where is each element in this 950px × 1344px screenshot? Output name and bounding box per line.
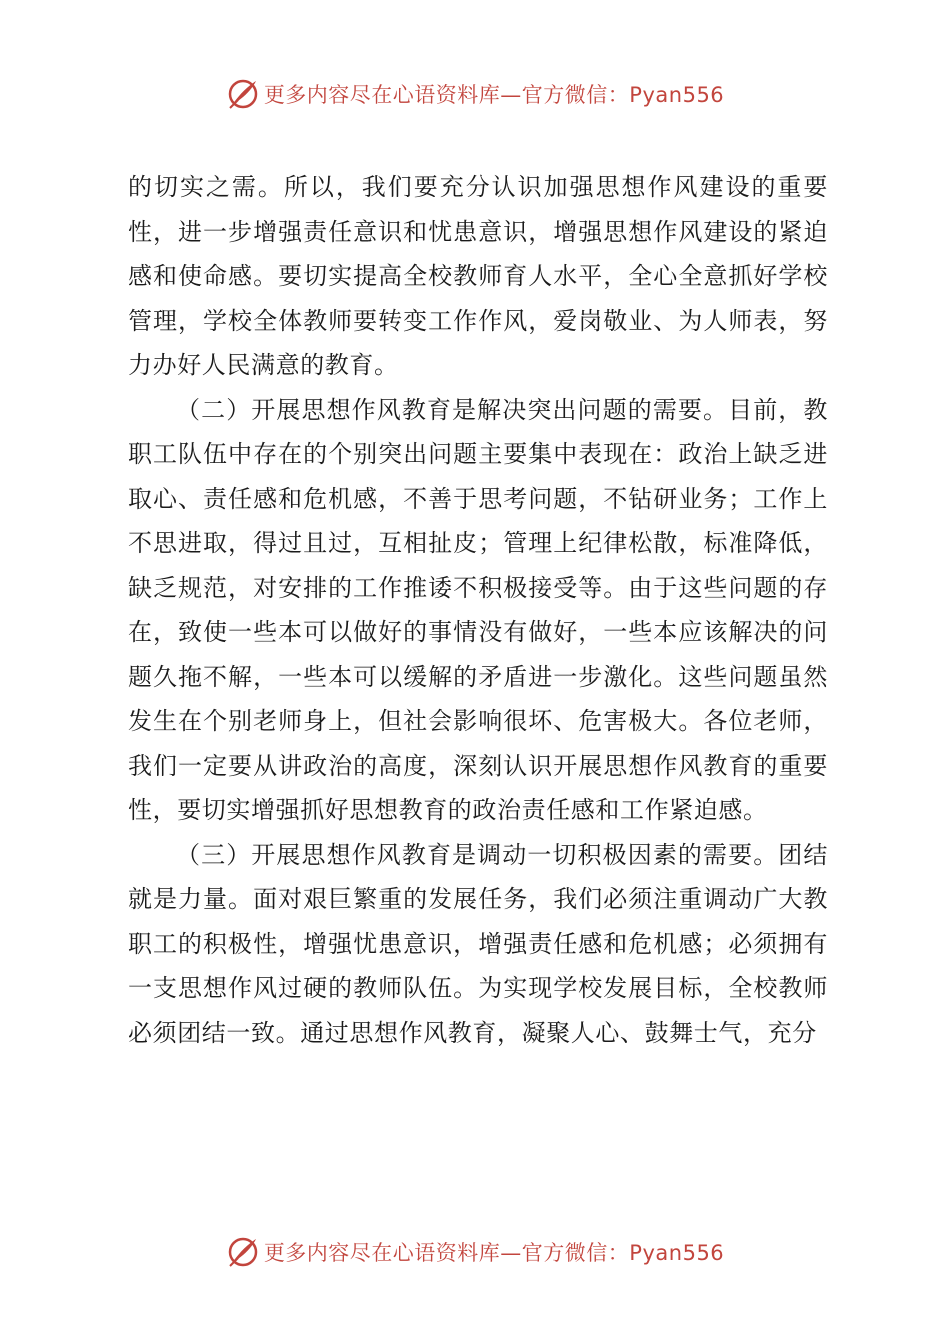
header-text: 更多内容尽在心语资料库—官方微信：Pyan556 [263,83,725,107]
paragraph-1: 的切实之需。所以，我们要充分认识加强思想作风建设的重要性，进一步增强责任意识和忧患意识，增强思想作风建设的紧迫感和使命感。要切实提高全校教师育人水平，全心全意抓好学校管理，学校全体教师要转变工作作风，爱岗敬业、为人师表，努力办好人民满意的教育。 [128,173,828,379]
document-body [128,165,828,1055]
quill-pen-logo-icon [226,1235,260,1269]
footer-text: 更多内容尽在心语资料库—官方微信：Pyan556 [263,1241,725,1265]
footer-banner [0,1230,950,1274]
quill-pen-logo-icon [226,77,260,111]
paragraph-3: （三）开展思想作风教育是调动一切积极因素的需要。团结就是力量。面对艰巨繁重的发展任务，我们必须注重调动广大教职工的积极性，增强忧患意识，增强责任感和危机感；必须拥有一支思想作风过硬的教师队伍。为实现学校发展目标，全校教师必须团结一致。通过思想作风教育，凝聚人心、鼓舞士气，充分 [128,840,828,1047]
paragraph-2: （二）开展思想作风教育是解决突出问题的需要。目前，教职工队伍中存在的个别突出问题主要集中表现在：政治上缺乏进取心、责任感和危机感，不善于思考问题，不钻研业务；工作上不思进取，得过且过，互相扯皮；管理上纪律松散，标准降低， 缺乏规范，对安排的工作推诿不积极接受等。由于这些问题的存在，致使一些本可以做好的事情没有做好，一些本应该解决的问题久拖不解，一些本可以缓解的矛盾进一步激化。这些问题虽然发生在个别老师身上，但社会影响很坏、危害极大。各位老师， 我们一定要从讲政治的高度，深刻认识开展思想作风教育的重要性，要切实增强抓好思想教育的政治责任感和工作紧迫感。 [128,395,828,824]
header-banner [0,72,950,116]
